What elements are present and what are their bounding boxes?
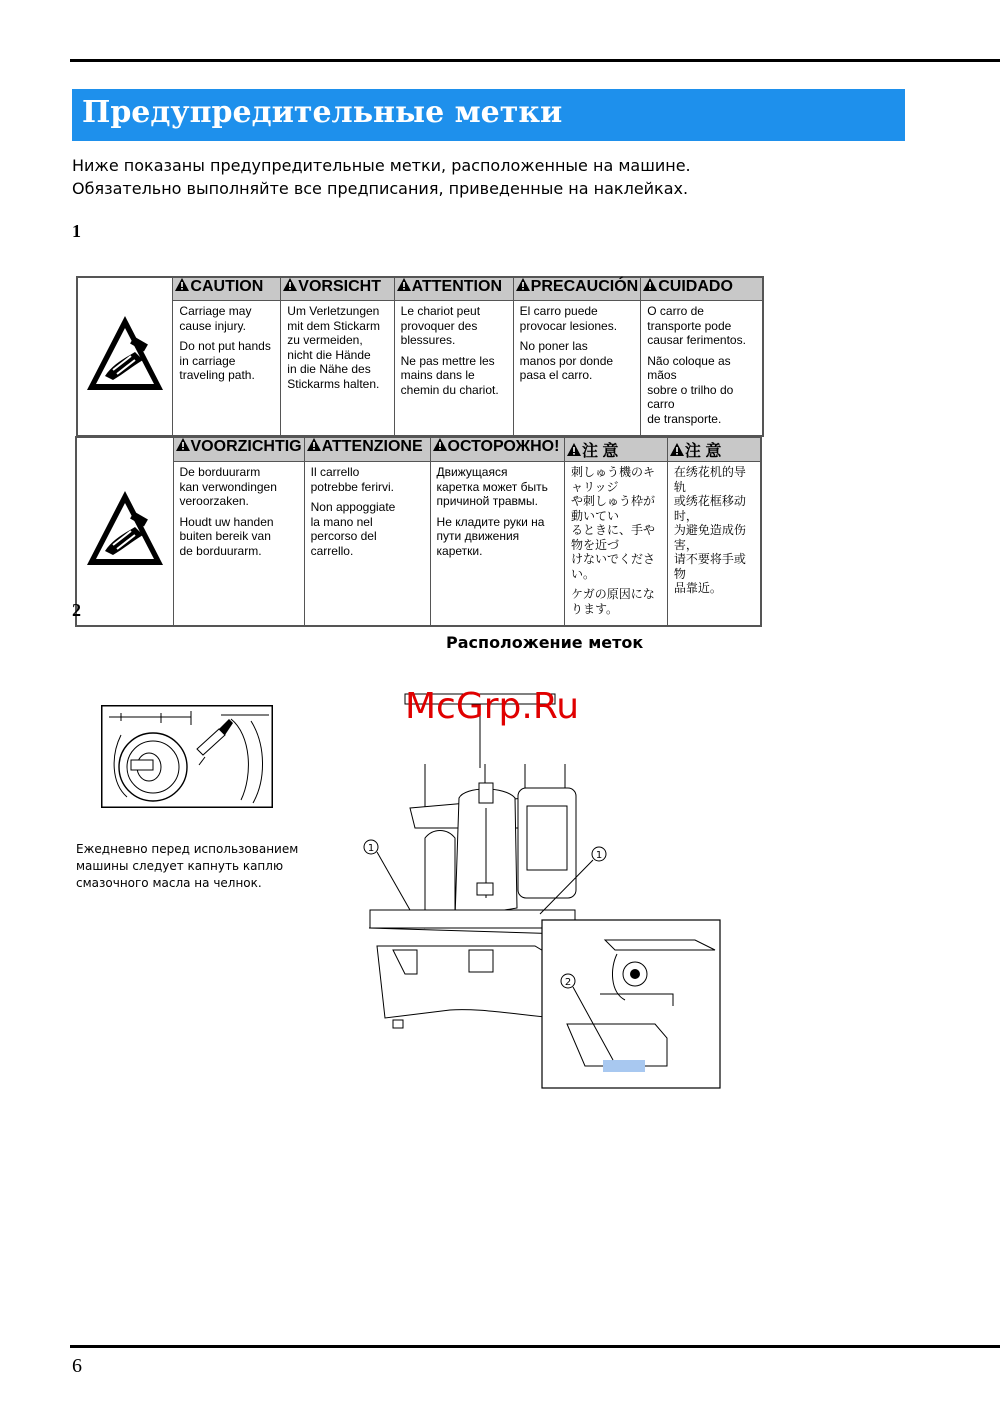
section-number-1: 1 (72, 221, 81, 241)
label-header-text: VOORZICHTIG (190, 438, 302, 455)
machine-diagram (355, 688, 725, 1090)
label-line: Движущаяся (436, 465, 508, 479)
label-line: Do not put hands (179, 339, 271, 353)
warning-triangle-icon (175, 278, 189, 291)
label-text-cell (667, 462, 761, 627)
label-line: in die Nähe des (287, 362, 371, 376)
label-line: 为避免造成伤害， (673, 523, 746, 552)
label-line: Le chariot peut (400, 304, 481, 318)
label-paragraph (311, 465, 424, 494)
label-header-text: CAUTION (190, 278, 264, 295)
label-line: や刺しゅう枠が動いてい (570, 494, 655, 523)
label-paragraph (520, 304, 635, 333)
label-line: cause injury. (179, 318, 246, 333)
label-line: de transporte. (647, 411, 722, 426)
label-line: buiten bereik van (179, 529, 271, 543)
label-line: mit dem Stickarm (287, 318, 380, 333)
watermark: McGrp.Ru (405, 686, 580, 727)
label-line: mains dans le (400, 368, 475, 382)
callout-2: 2 (564, 977, 572, 988)
warning-label-2 (75, 436, 762, 627)
label-line: 刺しゅう機のキャリッジ (570, 465, 655, 494)
page-number: 6 (72, 1355, 82, 1377)
label-text-cell (430, 462, 564, 627)
callout-1-left: 1 (367, 843, 375, 854)
label-paragraph (180, 515, 298, 559)
label-line: De borduurarm (179, 465, 261, 479)
label-paragraph (287, 304, 387, 391)
label-paragraph (571, 587, 661, 616)
label-line: nicht die Hände (287, 347, 371, 362)
label-line: kan verwondingen (179, 479, 277, 494)
label-line: transporte pode (647, 318, 732, 333)
label-header (667, 437, 761, 462)
label-header-text: ATTENTION (411, 278, 502, 295)
label-header-text: 注 意 (581, 443, 619, 460)
warning-triangle-icon (433, 438, 447, 451)
label-header (173, 437, 304, 462)
label-line: Um Verletzungen (287, 304, 380, 318)
label-line: Não coloque as mãos (647, 353, 731, 382)
label-header-text: PRECAUCIÓN (530, 278, 639, 295)
intro-line-2: Обязательно выполняйте все предписания, приведенные на наклейках. (72, 179, 689, 198)
label-line: pasa el carro. (519, 368, 593, 382)
label-header (394, 277, 513, 301)
warning-label-1 (76, 276, 764, 437)
label-line: la mano nel (310, 514, 373, 529)
label-line: manos por donde (519, 353, 614, 368)
intro-line-1: Ниже показаны предупредительные метки, расположенные на машине. (72, 156, 691, 175)
hand-crush-warning-icon (76, 437, 173, 626)
label-header (564, 437, 667, 462)
label-line: пути движения (436, 529, 520, 543)
hand-crush-warning-icon (77, 277, 173, 436)
label-line: причиной травмы. (436, 494, 538, 508)
warning-triangle-icon (643, 278, 657, 291)
label-paragraph (180, 465, 298, 509)
label-line: sobre o trilho do carro (647, 382, 734, 411)
label-line: provoquer des (400, 318, 478, 333)
label-line: de borduurarm. (179, 543, 262, 558)
label-header (430, 437, 564, 462)
label-line: 或绣花框移动时， (673, 494, 746, 523)
oiling-note (76, 841, 298, 892)
label-line: No poner las (519, 339, 588, 353)
label-header-text: ATTENZIONE (321, 438, 423, 455)
label-header (281, 277, 394, 301)
label-header (173, 277, 281, 301)
label-paragraph (437, 515, 558, 559)
label-line: Il carrello (310, 465, 360, 479)
label-line: causar ferimentos. (647, 333, 746, 347)
note-line: Ежедневно перед использованием (76, 842, 299, 856)
label-text-cell (173, 462, 304, 627)
label-line: るときに、手や物を近づ (570, 523, 655, 552)
note-line: машины следует капнуть каплю (76, 859, 284, 873)
label-header (513, 277, 641, 301)
warning-triangle-icon (176, 438, 190, 451)
label-header (641, 277, 763, 301)
label-line: percorso del (310, 529, 377, 543)
label-line: carrello. (310, 543, 354, 558)
page-title: Предупредительные метки (82, 95, 563, 130)
label-line: Stickarms halten. (287, 376, 380, 391)
label-line: chemin du chariot. (400, 382, 499, 397)
label-line: zu vermeiden, (287, 333, 363, 347)
top-rule (70, 59, 1000, 62)
label-header-text: 注 意 (684, 443, 722, 460)
label-line: 请不要将手或物 (673, 552, 746, 581)
label-paragraph (179, 339, 274, 383)
label-paragraph (571, 465, 661, 581)
label-line: Не кладите руки на (436, 514, 545, 529)
intro-text (72, 154, 691, 200)
label-text-cell (281, 301, 394, 437)
label-text-cell (641, 301, 763, 437)
label-line: けないでください。 (570, 552, 655, 581)
note-line: смазочного масла на челнок. (76, 876, 262, 890)
warning-triangle-icon (670, 443, 684, 456)
label-line: O carro de (647, 304, 704, 318)
diagram-title: Расположение меток (446, 633, 644, 652)
label-line: potrebbe ferirvi. (310, 479, 394, 494)
bobbin-oiling-illustration (101, 705, 273, 808)
label-paragraph (437, 465, 558, 509)
label-paragraph (179, 304, 274, 333)
label-paragraph (520, 339, 635, 383)
label-line: Non appoggiate (310, 500, 396, 514)
label-header (304, 437, 430, 462)
label-line: traveling path. (179, 368, 255, 382)
label-line: Ne pas mettre les (400, 353, 495, 368)
label-line: El carro puede (519, 304, 598, 318)
label-paragraph (311, 500, 424, 558)
label-line: каретка может быть (436, 479, 548, 494)
label-paragraph (647, 354, 756, 427)
label-paragraph (674, 465, 754, 596)
label-text-cell (304, 462, 430, 627)
label-line: 品靠近。 (673, 581, 722, 595)
label-text-cell (394, 301, 513, 437)
label-paragraph (401, 304, 507, 348)
label-header-text: ОСТОРОЖНО! (447, 438, 560, 455)
label-paragraph (401, 354, 507, 398)
warning-triangle-icon (397, 278, 411, 291)
warning-triangle-icon (516, 278, 530, 291)
label-text-cell (513, 301, 641, 437)
label-line: каретки. (436, 543, 483, 558)
label-header-text: CUIDADO (658, 278, 733, 295)
warning-triangle-icon (567, 443, 581, 456)
section-number-2: 2 (72, 600, 81, 620)
label-line: ケガの原因になります。 (570, 587, 655, 616)
label-header-text: VORSICHT (298, 278, 381, 295)
label-line: provocar lesiones. (519, 318, 618, 333)
label-line: veroorzaken. (179, 494, 249, 508)
label-line: in carriage (179, 353, 236, 368)
label-text-cell (564, 462, 667, 627)
label-line: 在绣花机的导轨 (673, 465, 746, 494)
warning-triangle-icon (307, 438, 321, 451)
label-line: Carriage may (179, 304, 252, 318)
bottom-rule (70, 1345, 1000, 1348)
label-line: blessures. (400, 333, 456, 347)
label-text-cell (173, 301, 281, 437)
label-line: Houdt uw handen (179, 514, 274, 529)
label-paragraph (647, 304, 756, 348)
warning-triangle-icon (283, 278, 297, 291)
title-bar (72, 89, 905, 141)
callout-1-right: 1 (595, 850, 603, 861)
